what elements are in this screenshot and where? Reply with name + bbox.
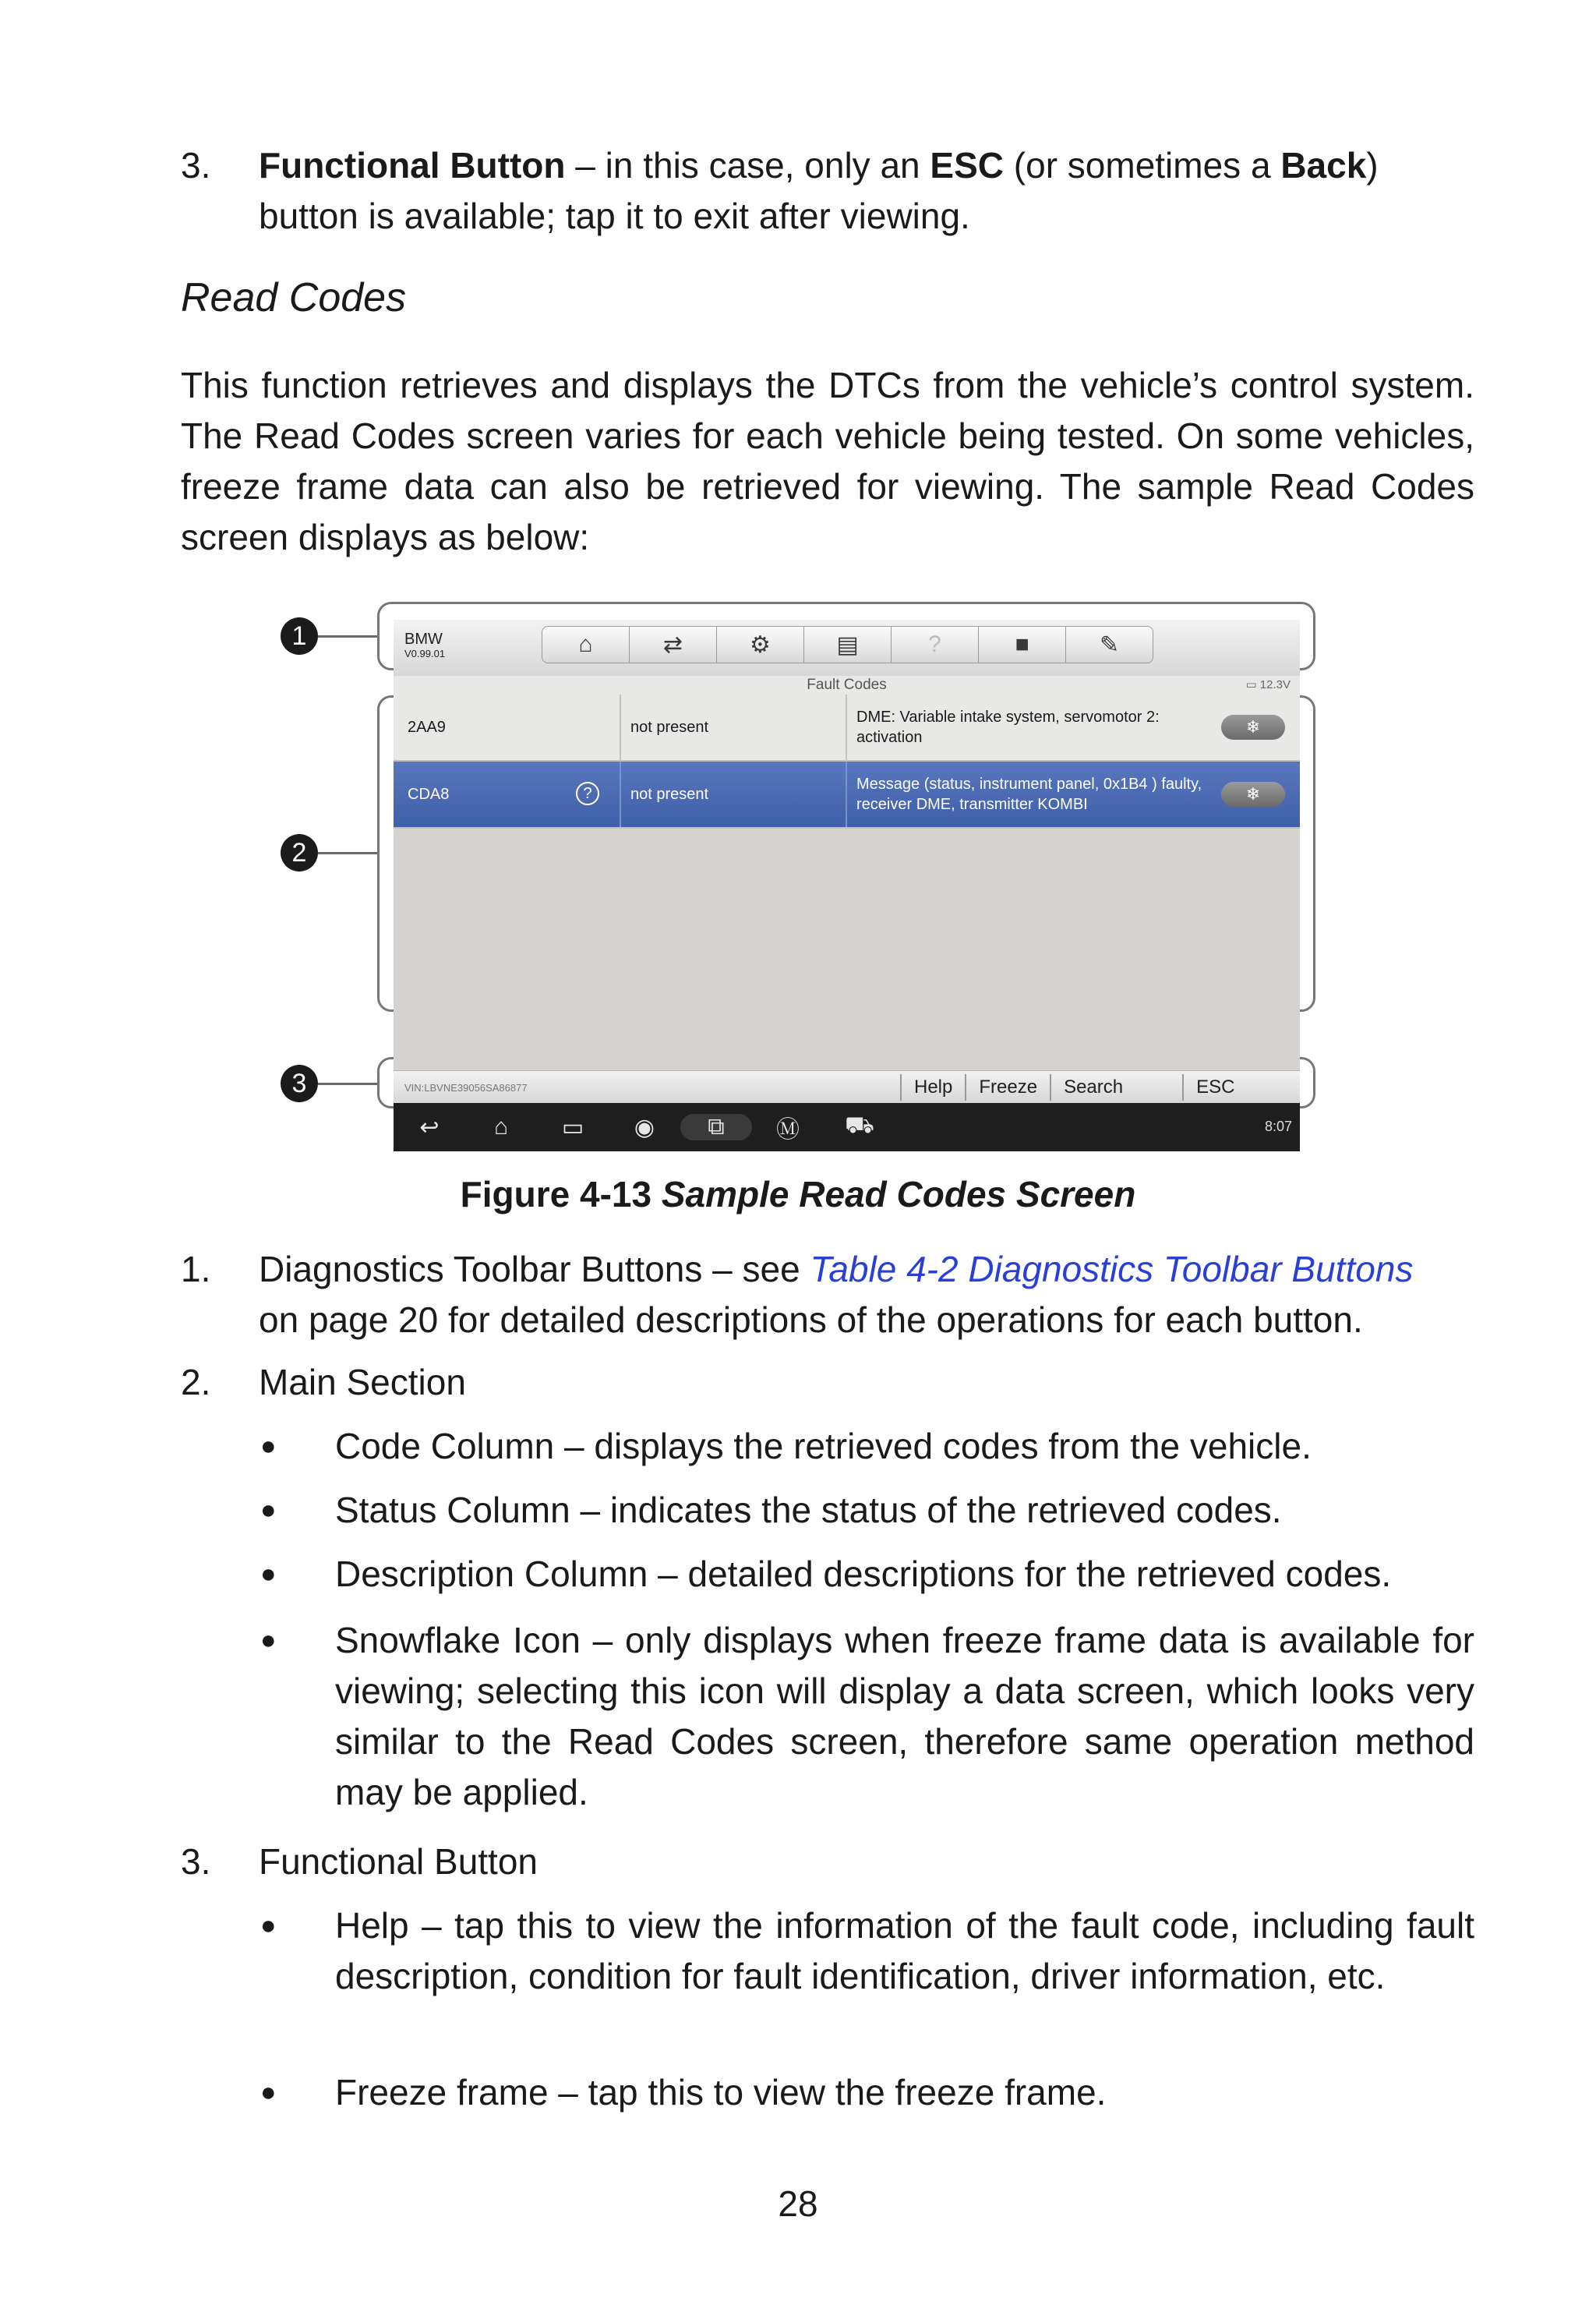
table-link[interactable]: Table 4-2 Diagnostics Toolbar Buttons	[810, 1249, 1414, 1289]
caption-label: Figure 4-13	[460, 1174, 662, 1214]
android-nav-bar	[394, 1103, 1300, 1151]
vehicle-icon[interactable]: ⛟	[845, 1112, 874, 1138]
help-button[interactable]: Help	[900, 1074, 965, 1101]
caption-title: Sample Read Codes Screen	[661, 1174, 1136, 1214]
back-icon[interactable]: ↩	[419, 1114, 440, 1140]
functional-button-bar	[394, 1070, 1300, 1104]
bullet-status-column: Status Column – indicates the status of the retrieved codes.	[335, 1490, 1282, 1530]
home-icon[interactable]: ⌂	[493, 1114, 509, 1140]
bullet-snowflake-icon: Snowflake Icon – only displays when freeze frame data is available for viewing; selecting this icon will display a data screen, which looks very similar to the Read Codes screen, therefore same operation method may be applied.	[335, 1620, 1474, 1812]
help-circle-icon[interactable]: ?	[576, 782, 599, 805]
list-item-1	[259, 1244, 1474, 1295]
settings-icon[interactable]: ⚙	[717, 626, 804, 663]
page-number: 28	[778, 2183, 818, 2224]
toolbar-buttons	[542, 626, 1153, 663]
table-row[interactable]	[394, 762, 1300, 829]
callout-3: 3	[281, 1065, 318, 1102]
recent-apps-icon[interactable]: ▭	[561, 1114, 584, 1140]
vin-label: VIN:LBVNE39056SA86877	[404, 1082, 528, 1094]
callout-1-leader	[318, 635, 377, 638]
list-item-1-text: Diagnostics Toolbar Buttons – see	[259, 1249, 810, 1289]
battery-voltage	[1245, 677, 1291, 693]
intro-item-number: 3.	[181, 145, 211, 186]
intro-paragraph: This function retrieves and displays the DTCs from the vehicle’s control system. The Read Codes screen varies for each vehicle being tested. On some vehicles, freeze frame data can also be retrieved for viewing. The sample Read Codes screen displays as below:	[181, 365, 1474, 557]
back-term: Back	[1280, 145, 1367, 186]
callout-2: 2	[281, 834, 318, 871]
intro-text-b: (or sometimes a	[1004, 145, 1281, 186]
battery-icon: ▭	[1245, 678, 1260, 691]
esc-term: ESC	[930, 145, 1005, 186]
save-icon[interactable]: ■	[979, 626, 1066, 663]
list-item-1-number: 1.	[181, 1249, 211, 1289]
code-cell: 2AA9	[408, 719, 446, 736]
bullet-marker: ●	[260, 1431, 277, 1461]
list-item-3-number: 3.	[181, 1841, 211, 1882]
maxisys-icon[interactable]: Ⓜ	[776, 1117, 800, 1143]
snowflake-icon[interactable]: ❄	[1221, 715, 1285, 740]
snowflake-icon[interactable]: ❄	[1221, 782, 1285, 807]
read-codes-screen	[394, 620, 1300, 1151]
intro-text-a: – in this case, only an	[565, 145, 930, 186]
bullet-freeze-frame: Freeze frame – tap this to view the freeze frame.	[335, 2072, 1107, 2112]
list-item-1-line2: on page 20 for detailed descriptions of the operations for each button.	[259, 1299, 1363, 1340]
section-heading: Read Codes	[181, 275, 407, 320]
bullet-description-column: Description Column – detailed descriptions for the retrieved codes.	[335, 1554, 1392, 1594]
list-item-2: Main Section	[259, 1362, 466, 1402]
table-row[interactable]	[394, 695, 1300, 762]
remote-icon[interactable]: ⧉	[680, 1114, 752, 1140]
callout-3-leader	[318, 1083, 377, 1085]
list-item-2-number: 2.	[181, 1362, 211, 1402]
functional-buttons	[900, 1074, 1247, 1101]
functional-button-term: Functional Button	[259, 145, 566, 186]
bullet-help: Help – tap this to view the information of the fault code, including fault description, condition for fault identification, driver information, etc.	[335, 1905, 1474, 1996]
bullet-code-column: Code Column – displays the retrieved codes from the vehicle.	[335, 1426, 1312, 1466]
software-version: V0.99.01	[404, 648, 446, 659]
battery-value: 12.3V	[1259, 678, 1291, 691]
list-item-3: Functional Button	[259, 1841, 538, 1882]
code-cell: CDA8	[408, 786, 450, 803]
esc-button[interactable]: ESC	[1182, 1074, 1247, 1101]
bullet-marker: ●	[260, 1911, 277, 1940]
intro-item-line2: button is available; tap it to exit after viewing.	[259, 196, 970, 236]
pen-icon[interactable]: ✎	[1066, 626, 1153, 663]
freeze-button[interactable]: Freeze	[965, 1074, 1050, 1101]
callout-1: 1	[281, 617, 318, 655]
bullet-marker: ●	[260, 1495, 277, 1525]
search-button[interactable]: Search	[1050, 1074, 1135, 1101]
status-cell: not present	[620, 762, 846, 827]
vehicle-brand	[404, 631, 445, 660]
bullet-marker: ●	[260, 2077, 277, 2107]
brand-label: BMW	[404, 631, 443, 648]
diagnostics-toolbar	[394, 620, 1300, 677]
callout-2-leader	[318, 852, 377, 854]
vehicle-swap-icon[interactable]: ⇄	[630, 626, 717, 663]
help-icon[interactable]: ?	[892, 626, 979, 663]
intro-item-line1	[259, 140, 1474, 191]
screen-title: Fault Codes	[394, 676, 1300, 695]
status-cell: not present	[620, 695, 846, 760]
intro-text-c: )	[1366, 145, 1379, 186]
browser-icon[interactable]: ◉	[634, 1114, 655, 1140]
description-cell: Message (status, instrument panel, 0x1B4 ) faulty, receiver DME, transmitter KOMBI	[846, 762, 1212, 827]
fault-code-list	[394, 695, 1300, 829]
bullet-marker: ●	[260, 1625, 277, 1655]
bullet-marker: ●	[260, 1559, 277, 1589]
print-icon[interactable]: ▤	[804, 626, 892, 663]
figure-caption	[0, 1169, 1596, 1220]
home-icon[interactable]: ⌂	[542, 626, 630, 663]
description-cell: DME: Variable intake system, servomotor 2: activation	[846, 695, 1212, 760]
clock: 8:07	[1264, 1119, 1292, 1134]
